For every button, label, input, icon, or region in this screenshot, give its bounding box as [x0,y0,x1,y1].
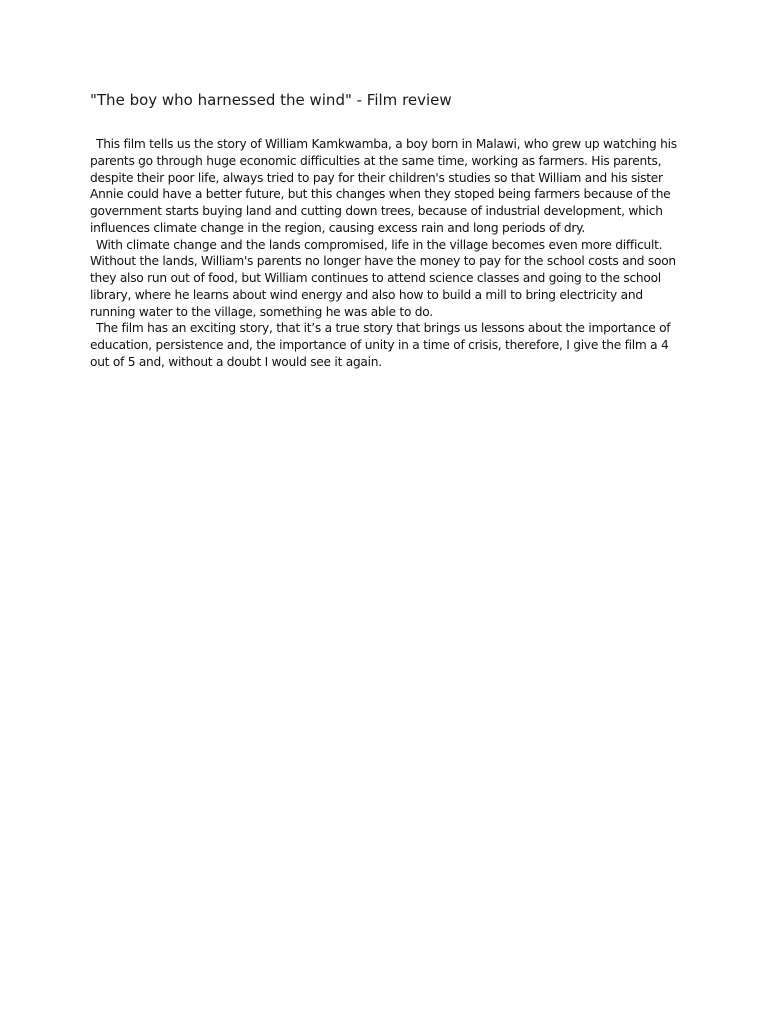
document-title: "The boy who harnessed the wind" - Film review [90,91,452,109]
paragraph-3: The film has an exciting story, that it’s a true story that brings us lessons about the importance of education, persistence and, the importance of unity in a time of crisis, therefore, I give the film a 4 out of 5 and, without a doubt I would see it again. [90,321,671,369]
document-body [90,136,682,371]
paragraph-1: This film tells us the story of William Kamkwamba, a boy born in Malawi, who grew up watching his parents go through huge economic difficulties at the same time, working as farmers. His parents, despite their poor life, always tried to pay for their children's studies so that William and his sister Annie could have a better future, but this changes when they stoped being farmers because of the government starts buying land and cutting down trees, because of industrial development, which influences climate change in the region, causing excess rain and long periods of dry. [90,137,677,235]
paragraph-2: With climate change and the lands compromised, life in the village becomes even more difficult. Without the lands, William's parents no longer have the money to pay for the school costs and soon they also run out of food, but William continues to attend science classes and going to the school library, where he learns about wind energy and also how to build a mill to bring electricity and running water to the village, something he was able to do. [90,237,676,319]
